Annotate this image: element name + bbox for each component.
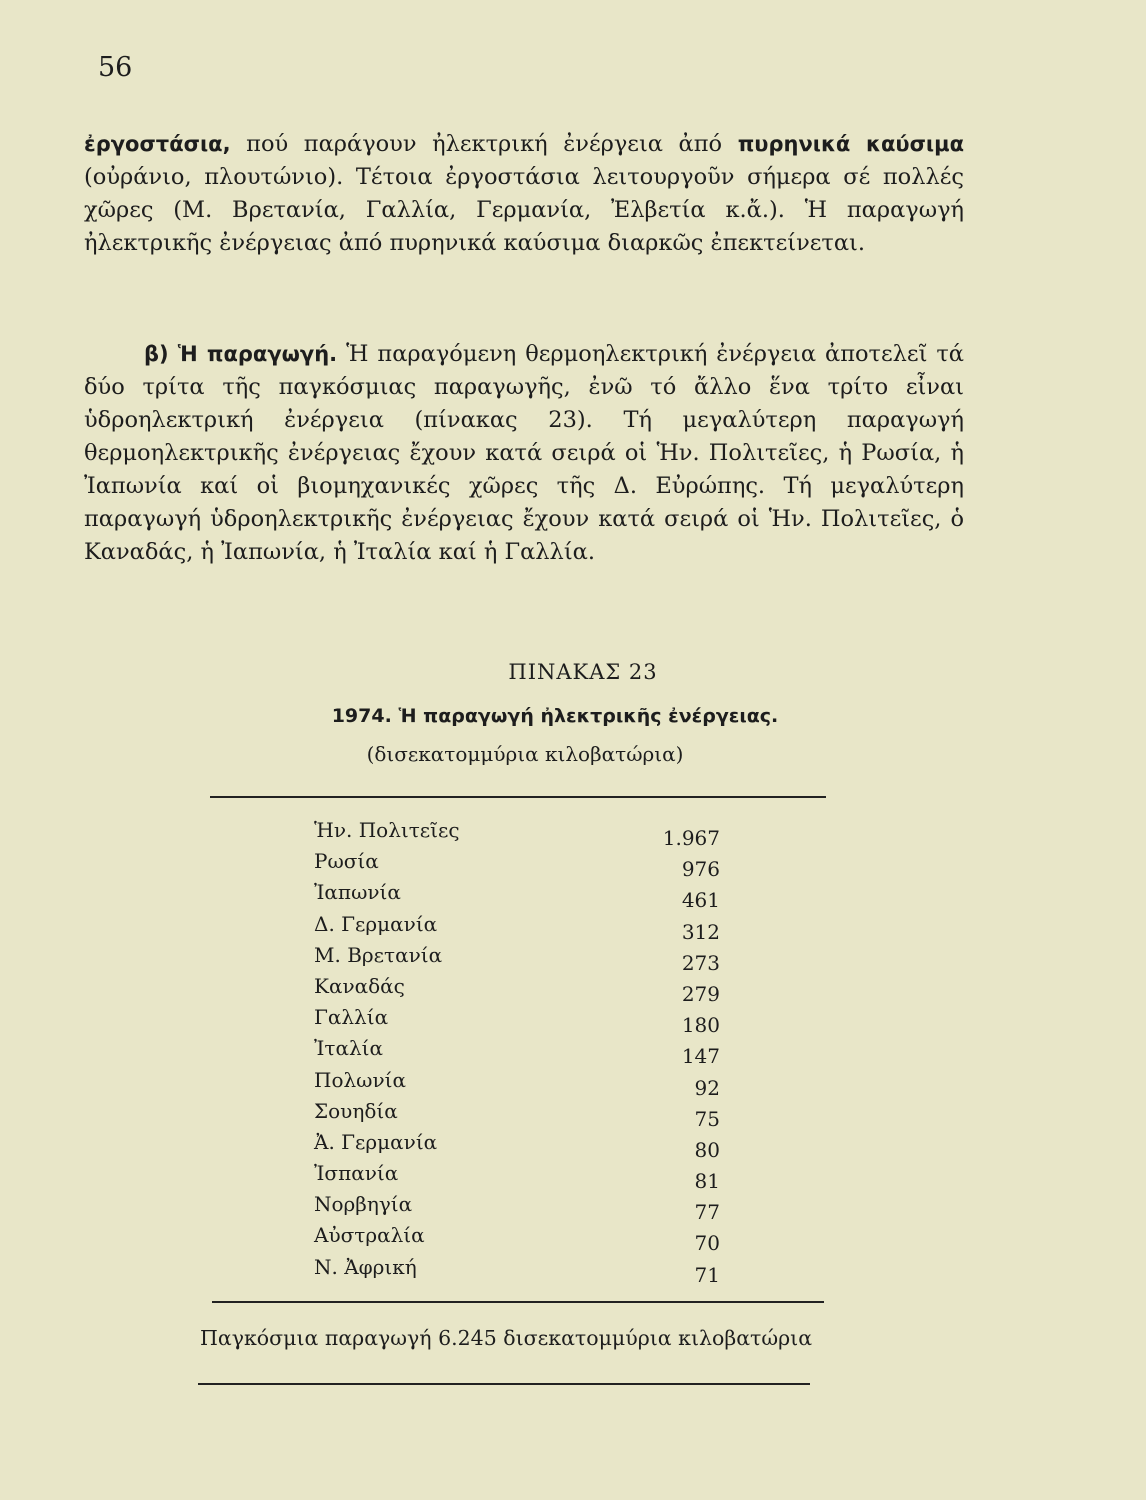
paragraph1-text-b: (οὐράνιο, πλουτώνιο). Τέτοια ἐργοστάσια λειτουργοῦν σήμερα σέ πολλές χῶρες (Μ. Βρετανία, Γαλλία, Γερμανία, Ἐλβετία κ.ἄ.). Ἡ παραγωγή ἠλεκτρικῆς ἐνέργειας ἀπό πυρηνικά καύσιμα διαρκῶς ἐπεκτείνεται. — [84, 164, 964, 256]
table-label: ΠΙΝΑΚΑΣ 23 — [508, 660, 658, 684]
table-cell-value: 147 — [681, 1044, 720, 1069]
table-row — [290, 1068, 730, 1099]
table-row — [290, 849, 730, 880]
table-cell-value: 312 — [681, 919, 720, 944]
table-row — [290, 1192, 730, 1223]
table-cell-value: 180 — [681, 1013, 720, 1038]
table-title — [0, 703, 1070, 727]
table-cell-country: Νορβηγία — [314, 1192, 413, 1217]
table-cell-value: 461 — [681, 888, 720, 913]
table-row — [290, 1099, 730, 1130]
table-bottom-rule — [198, 1383, 810, 1385]
table-row — [290, 880, 730, 911]
table-cell-value: 80 — [694, 1137, 720, 1162]
table-cell-country: Ρωσία — [314, 849, 379, 874]
table-cell-country: Αὐστραλία — [314, 1223, 425, 1248]
table-cell-country: Δ. Γερμανία — [314, 911, 438, 936]
paragraph2-text: Ἡ παραγόμενη θερμοηλεκτρική ἐνέργεια ἀποτελεῖ τά δύο τρίτα τῆς παγκόσμιας παραγωγῆς, ἐνῶ τό ἄλλο ἕνα τρίτο εἶναι ὑδροηλεκτρική ἐνέργεια (πίνακας 23). Τή μεγαλύτερη παραγωγή θερμοηλεκτρικῆς ἐνέργειας ἔχουν κατά σειρά οἱ Ἡν. Πολιτεῖες, ἡ Ρωσία, ἡ Ἰαπωνία καί οἱ βιομηχανικές χῶρες τῆς Δ. Εὐρώπης. Τή μεγαλύτερη παραγωγή ὑδροηλεκτρικῆς ἐνέργειας ἔχουν κατά σειρά οἱ Ἡν. Πολιτεῖες, ὁ Καναδάς, ἡ Ἰαπωνία, ἡ Ἰταλία καί ἡ Γαλλία. — [84, 341, 965, 565]
table-cell-value: 71 — [694, 1262, 720, 1287]
table-cell-country: Μ. Βρετανία — [314, 942, 443, 967]
paragraph1-lead-bold: ἐργοστάσια, — [84, 132, 231, 156]
table-cell-country: Ἡν. Πολιτεῖες — [314, 818, 460, 842]
table-row — [290, 1036, 730, 1067]
table-cell-country: Γαλλία — [314, 1005, 389, 1030]
paragraph1-mid-bold: πυρηνικά καύσιμα — [737, 132, 964, 156]
table-cell-value: 77 — [694, 1200, 720, 1225]
table-cell-country: Ἰαπωνία — [314, 880, 401, 905]
table-row — [290, 1130, 730, 1161]
table-top-rule — [210, 796, 826, 798]
table-cell-value: 976 — [681, 857, 720, 882]
table-cell-country: Σουηδία — [314, 1098, 398, 1123]
table-cell-country: Ν. Ἀφρική — [314, 1254, 417, 1279]
table-cell-country: Ἀ. Γερμανία — [314, 1129, 438, 1154]
table-row — [290, 974, 730, 1005]
table-row — [290, 1005, 730, 1036]
paragraph-nuclear-plants — [84, 128, 964, 260]
table-row — [290, 1223, 730, 1254]
table-year: 1974. — [331, 705, 392, 727]
table-cell-value: 273 — [681, 950, 720, 975]
table-units: (δισεκατομμύρια κιλοβατώρια) — [366, 742, 684, 766]
table-row — [290, 818, 730, 849]
table-row — [290, 912, 730, 943]
table-cell-value: 75 — [694, 1106, 720, 1131]
production-table — [290, 818, 730, 1286]
table-cell-country: Ἰσπανία — [314, 1161, 399, 1186]
paragraph1-text-a: πού παράγουν ἠλεκτρική ἐνέργεια ἀπό — [230, 131, 738, 157]
table-cell-value: 70 — [694, 1231, 720, 1256]
table-cell-country: Ἰταλία — [314, 1036, 384, 1061]
table-cell-value: 92 — [694, 1075, 720, 1100]
table-cell-country: Πολωνία — [314, 1067, 406, 1092]
table-row — [290, 943, 730, 974]
page-number: 56 — [98, 52, 133, 83]
table-cell-country: Καναδάς — [314, 973, 405, 998]
table-cell-value: 279 — [681, 981, 720, 1006]
table-row — [290, 1255, 730, 1286]
table-heading: Ἡ παραγωγή ἠλεκτρικῆς ἐνέργειας. — [398, 705, 779, 727]
paragraph2-heading: β) Ἡ παραγωγή. — [144, 342, 338, 366]
table-row — [290, 1161, 730, 1192]
paragraph-production — [84, 338, 964, 569]
table-cell-value: 1.967 — [662, 826, 720, 850]
table-cell-value: 81 — [694, 1169, 720, 1194]
table-middle-rule — [212, 1301, 824, 1303]
world-total: Παγκόσμια παραγωγή 6.245 δισεκατομμύρια κιλοβατώρια — [200, 1326, 813, 1350]
